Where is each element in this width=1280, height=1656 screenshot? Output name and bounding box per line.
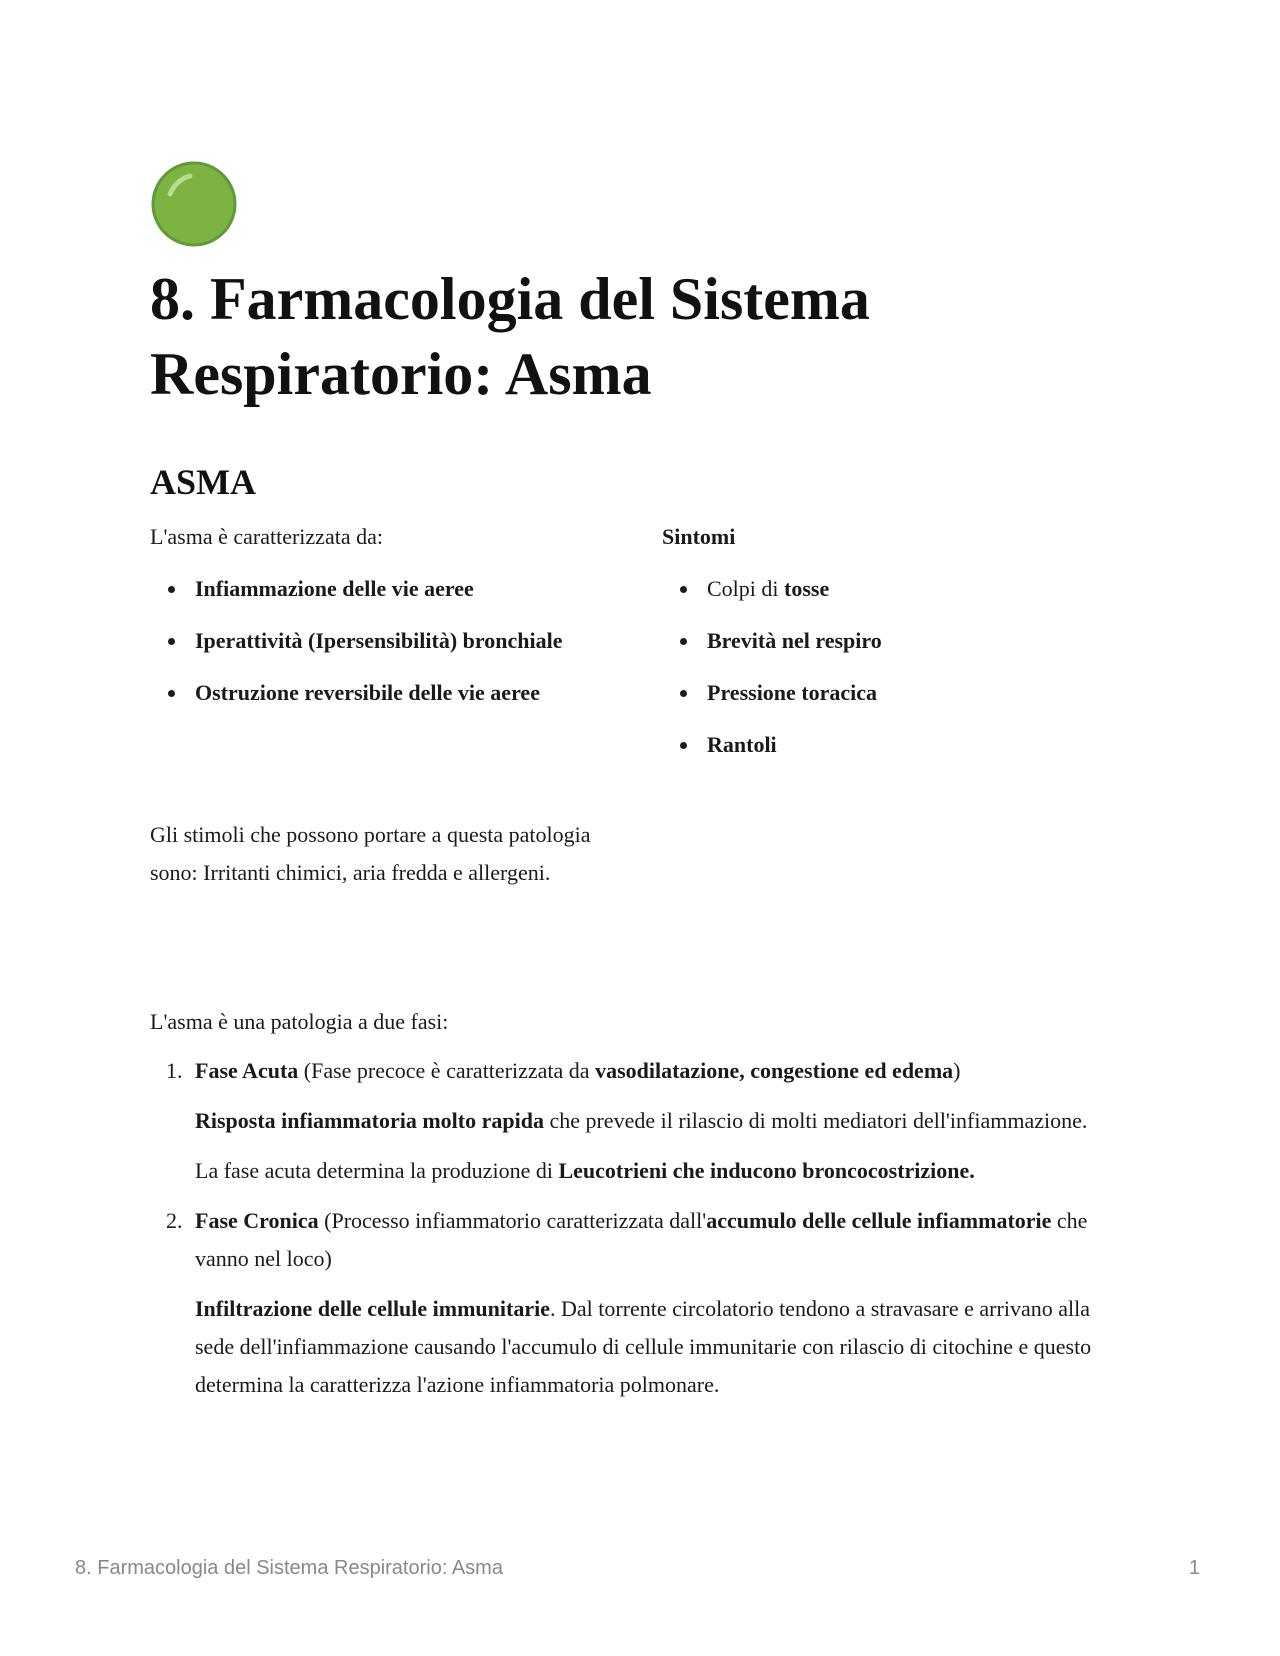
list-item <box>662 570 1132 608</box>
list-item: Brevità nel respiro <box>662 622 1132 660</box>
phase-number: 2. <box>166 1208 183 1233</box>
phase-desc: (Processo infiammatorio caratterizzata dall' <box>318 1208 707 1233</box>
phase-title: Fase Cronica <box>195 1208 319 1233</box>
stimuli-paragraph-block <box>150 816 620 892</box>
phase-acute-heading <box>195 1052 1130 1090</box>
section-heading-asma: ASMA <box>150 462 256 502</box>
phase-acute-paragraph-1 <box>195 1102 1130 1140</box>
symptoms-heading: Sintomi <box>662 524 736 549</box>
symptoms-column <box>662 518 1132 778</box>
phase-desc: ) <box>953 1058 961 1083</box>
symptom-bold: tosse <box>784 576 830 601</box>
phase-desc: (Fase precoce è caratterizzata da <box>298 1058 596 1083</box>
phases-intro: L'asma è una patologia a due fasi: <box>150 1009 449 1034</box>
phase-text: La fase acuta determina la produzione di <box>195 1158 559 1183</box>
list-item: Iperattività (Ipersensibilità) bronchiale <box>150 622 620 660</box>
phases-list <box>150 1052 1130 1416</box>
phase-bold-text: Risposta infiammatoria molto rapida <box>195 1108 544 1133</box>
phase-desc-bold: accumulo delle cellule infiammatorie <box>706 1208 1052 1233</box>
symptoms-list <box>662 570 1132 764</box>
characteristics-column <box>150 518 620 726</box>
phase-text: che prevede il rilascio di molti mediatori dell'infiammazione. <box>543 1108 1088 1133</box>
list-item: Infiammazione delle vie aeree <box>150 570 620 608</box>
characteristics-intro: L'asma è caratterizzata da: <box>150 524 383 549</box>
list-item: Ostruzione reversibile delle vie aeree <box>150 674 620 712</box>
phases-intro-block <box>150 1003 1130 1041</box>
footer-title: 8. Farmacologia del Sistema Respiratorio: Asma <box>75 1557 503 1579</box>
phase-chronic <box>150 1202 1130 1404</box>
phase-desc: che vanno nel loco) <box>195 1208 1088 1271</box>
list-item: Rantoli <box>662 726 1132 764</box>
phase-acute-paragraph-2 <box>195 1152 1130 1190</box>
phase-bold-text: Infiltrazione delle cellule immunitarie <box>195 1296 550 1321</box>
green-circle-icon <box>150 160 238 248</box>
phase-desc-bold: vasodilatazione, congestione ed edema <box>595 1058 954 1083</box>
phase-acute <box>150 1052 1130 1190</box>
phase-text: . Dal torrente circolatorio tendono a stravasare e arrivano alla sede dell'infiammazione causando l'accumulo di cellule immunitarie con rilascio di citochine e questo determina la caratterizza l'azione infiammatoria polmonare. <box>195 1296 1092 1397</box>
phase-title: Fase Acuta <box>195 1058 299 1083</box>
phase-chronic-heading <box>195 1202 1130 1278</box>
stimuli-paragraph: Gli stimoli che possono portare a questa patologia sono: Irritanti chimici, aria fredda e allergeni. <box>150 822 591 885</box>
phase-number: 1. <box>166 1058 183 1083</box>
symptom-prefix: Colpi di <box>707 576 785 601</box>
document-title: 8. Farmacologia del Sistema Respiratorio: Asma <box>150 266 870 407</box>
characteristics-list <box>150 570 620 712</box>
list-item: Pressione toracica <box>662 674 1132 712</box>
phase-chronic-paragraph-1 <box>195 1290 1130 1404</box>
footer-page-number: 1 <box>1188 1557 1200 1579</box>
phase-bold-text: Leucotrieni che inducono broncocostrizione. <box>558 1158 975 1183</box>
